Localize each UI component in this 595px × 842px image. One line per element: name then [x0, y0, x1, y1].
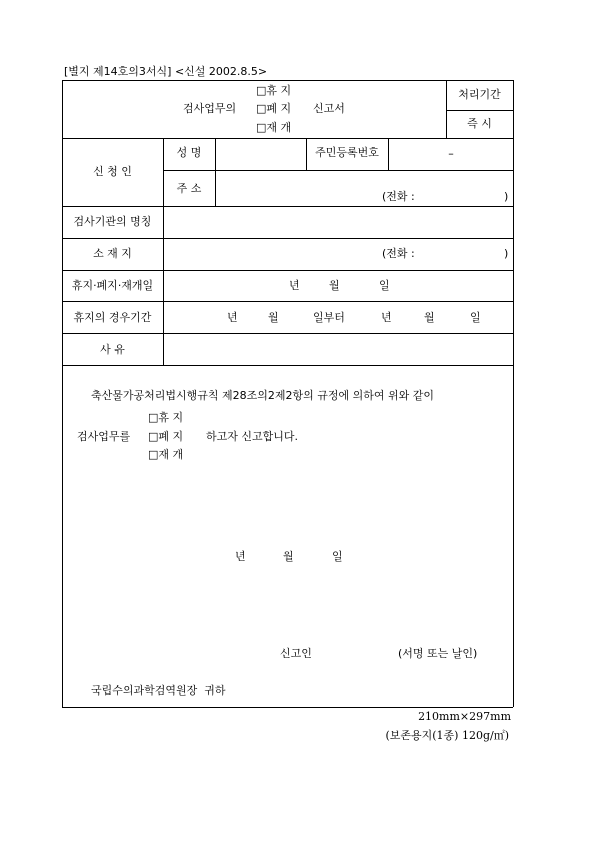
declaration-option-suspend[interactable]: □휴 지: [148, 411, 184, 424]
address-label: 주 소: [176, 182, 202, 195]
declaration-suffix: 하고자 신고합니다.: [206, 430, 299, 443]
applicant-label: 신 청 인: [93, 165, 132, 178]
declaration-option-close[interactable]: □폐 지: [148, 430, 184, 443]
declaration-option-resume[interactable]: □재 개: [148, 448, 184, 461]
signature-note: (서명 또는 날인): [398, 647, 478, 660]
paper-size: 210mm×297mm: [418, 710, 511, 723]
period-year-start: 년: [227, 311, 238, 324]
title-option-close[interactable]: □폐 지: [256, 102, 292, 115]
title-option-suspend[interactable]: □휴 지: [256, 84, 292, 97]
period-day-from: 일부터: [313, 311, 345, 324]
dates-month: 월: [329, 279, 340, 292]
paper-spec: (보존용지(1종) 120g/㎡): [385, 729, 509, 742]
reason-label: 사 유: [100, 343, 125, 356]
period-label: 휴지의 경우기간: [73, 311, 152, 324]
signature-label: 신고인: [280, 647, 312, 660]
sign-date-day: 일: [332, 550, 343, 563]
sign-date-year: 년: [235, 550, 246, 563]
address-phone-label: (전화 :: [382, 190, 415, 203]
processing-period-value: 즉 시: [467, 117, 492, 130]
period-month-end: 월: [424, 311, 435, 324]
address-field[interactable]: [216, 171, 513, 206]
signature-field[interactable]: [320, 642, 392, 662]
location-label: 소 재 지: [93, 247, 132, 260]
dates-label: 휴지·폐지·재개일: [71, 279, 154, 292]
rrn-value: –: [448, 147, 454, 160]
rrn-label: 주민등록번호: [315, 146, 379, 159]
name-field[interactable]: [216, 139, 306, 170]
dates-day: 일: [379, 279, 390, 292]
location-field[interactable]: [164, 239, 513, 270]
reason-field[interactable]: [164, 334, 513, 365]
period-day-end: 일: [470, 311, 481, 324]
declaration-prefix: 검사업무를: [77, 430, 131, 443]
form-header: [별지 제14호의3서식] <신설 2002.8.5>: [64, 65, 268, 78]
title-suffix: 신고서: [313, 102, 345, 115]
title-option-resume[interactable]: □재 개: [256, 121, 292, 134]
processing-period-label: 처리기간: [458, 88, 501, 101]
period-year-end: 년: [381, 311, 392, 324]
period-month-start: 월: [268, 311, 279, 324]
agency-name-field[interactable]: [164, 207, 513, 238]
recipient: 국립수의과학검역원장 귀하: [91, 684, 226, 697]
agency-name-label: 검사기관의 명칭: [73, 215, 152, 228]
name-label: 성 명: [176, 146, 202, 159]
dates-year: 년: [289, 279, 300, 292]
location-phone-close: ): [504, 247, 509, 260]
rrn-field[interactable]: [389, 139, 513, 170]
declaration-text: 축산물가공처리법시행규칙 제28조의2제2항의 규정에 의하여 위와 같이: [91, 389, 435, 402]
address-phone-close: ): [504, 190, 509, 203]
location-phone-label: (전화 :: [382, 247, 415, 260]
sign-date-month: 월: [283, 550, 294, 563]
title-prefix: 검사업무의: [183, 102, 237, 115]
